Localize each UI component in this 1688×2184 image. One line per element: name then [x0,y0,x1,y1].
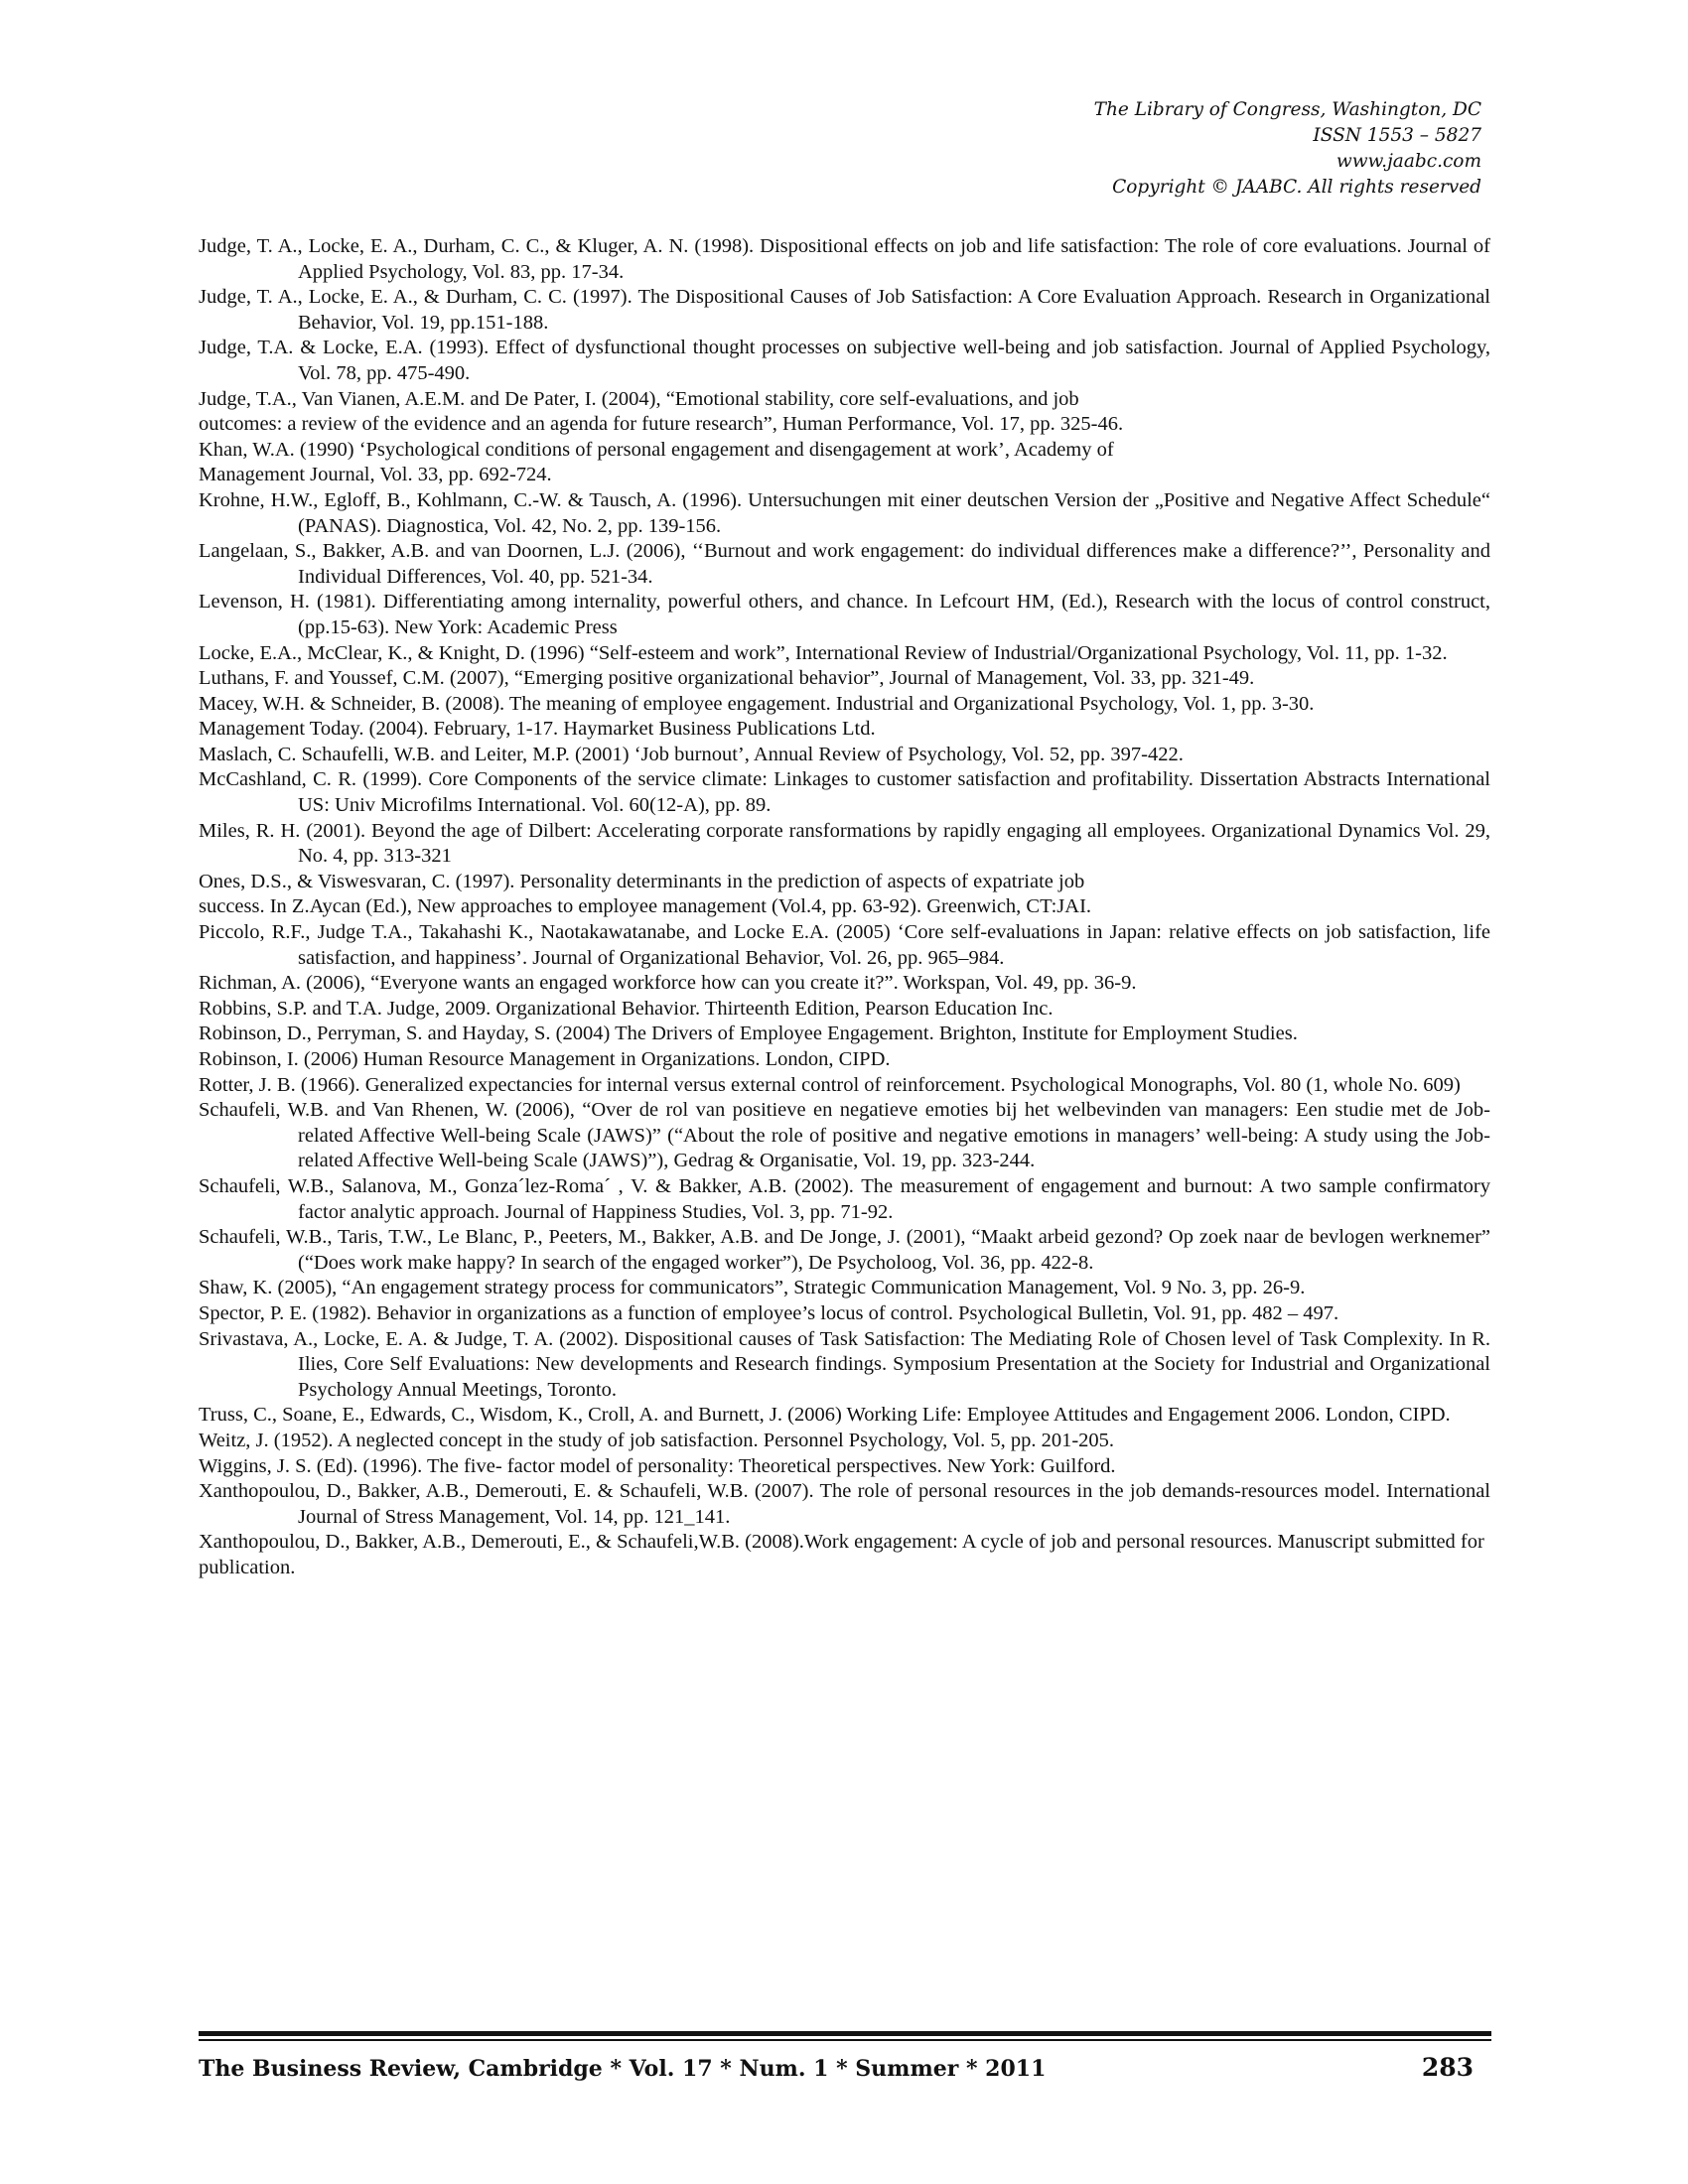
reference-entry: Khan, W.A. (1990) ‘Psychological conditions of personal engagement and disengagement at work’, Academy of [199,438,1114,461]
reference-entry: Robbins, S.P. and T.A. Judge, 2009. Organizational Behavior. Thirteenth Edition, Pearson Education Inc. [199,997,1054,1020]
header-library-line: The Library of Congress, Washington, DC [1093,99,1481,120]
reference-entry: Schaufeli, W.B., Salanova, M., Gonza´lez-Roma´ , V. & Bakker, A.B. (2002). The measurement of engagement and burnout: A two sample confirmatory factor analytic approach. Journal of Happiness Studies, Vol. 3, pp. 71-92. [199,1174,1490,1223]
footer-rule [199,2031,1491,2041]
reference-entry: Judge, T.A., Van Vianen, A.E.M. and De Pater, I. (2004), “Emotional stability, core self-evaluations, and job [199,387,1079,410]
reference-entry: Xanthopoulou, D., Bakker, A.B., Demerouti, E., & Schaufeli,W.B. (2008).Work engagement: A cycle of job and personal resources. Manuscript submitted for publication. [199,1531,1484,1578]
journal-footer [199,2053,1491,2082]
header-issn-line: ISSN 1553 – 5827 [1313,125,1481,146]
reference-entry: Langelaan, S., Bakker, A.B. and van Doornen, L.J. (2006), ‘‘Burnout and work engagement: do individual differences make a difference?’’, Personality and Individual Differences, Vol. 40, pp. 521-34. [199,540,1490,588]
reference-entry: Srivastava, A., Locke, E. A. & Judge, T. A. (2002). Dispositional causes of Task Satisfaction: The Mediating Role of Chosen level of Task Complexity. In R. Ilies, Core Self Evaluations: New developments and Research findings. Symposium Presentation at the Society for Industrial and Organizational Psychology Annual Meetings, Toronto. [199,1327,1490,1401]
reference-entry: Krohne, H.W., Egloff, B., Kohlmann, C.-W. & Tausch, A. (1996). Untersuchungen mit einer deutschen Version der „Positive and Negative Affect Schedule“ (PANAS). Diagnostica, Vol. 42, No. 2, pp. 139-156. [199,488,1490,537]
footer-journal-info: The Business Review, Cambridge * Vol. 17 * Num. 1 * Summer * 2011 [199,2056,1047,2082]
reference-entry: Ones, D.S., & Viswesvaran, C. (1997). Personality determinants in the prediction of aspects of expatriate job [199,870,1085,892]
reference-entry: Management Today. (2004). February, 1-17. Haymarket Business Publications Ltd. [199,718,876,741]
reference-entry: Richman, A. (2006), “Everyone wants an engaged workforce how can you create it?”. Workspan, Vol. 49, pp. 36-9. [199,972,1137,995]
reference-entry: Robinson, D., Perryman, S. and Hayday, S. (2004) The Drivers of Employee Engagement. Brighton, Institute for Employment Studies. [199,1023,1298,1045]
reference-entry: Robinson, I. (2006) Human Resource Management in Organizations. London, CIPD. [199,1048,891,1070]
reference-entry: Judge, T. A., Locke, E. A., & Durham, C. C. (1997). The Dispositional Causes of Job Satisfaction: A Core Evaluation Approach. Research in Organizational Behavior, Vol. 19, pp.151-188. [199,286,1490,334]
header-copyright-line: Copyright © JAABC. All rights reserved [1112,177,1481,198]
reference-entry: Maslach, C. Schaufelli, W.B. and Leiter, M.P. (2001) ‘Job burnout’, Annual Review of Psychology, Vol. 52, pp. 397-422. [199,743,1184,765]
reference-entry: success. In Z.Aycan (Ed.), New approaches to employee management (Vol.4, pp. 63-92). Greenwich, CT:JAI. [199,895,1092,918]
header-website-line: www.jaabc.com [1336,151,1481,172]
reference-entry: Shaw, K. (2005), “An engagement strategy process for communicators”, Strategic Communication Management, Vol. 9 No. 3, pp. 26-9. [199,1277,1306,1299]
journal-header [1094,97,1481,201]
reference-entry: Xanthopoulou, D., Bakker, A.B., Demerouti, E. & Schaufeli, W.B. (2007). The role of personal resources in the job demands-resources model. International Journal of Stress Management, Vol. 14, pp. 121_141. [199,1480,1490,1528]
reference-entry: Management Journal, Vol. 33, pp. 692-724. [199,464,552,486]
reference-entry: Macey, W.H. & Schneider, B. (2008). The meaning of employee engagement. Industrial and Organizational Psychology, Vol. 1, pp. 3-30. [199,692,1315,715]
reference-entry: Luthans, F. and Youssef, C.M. (2007), “Emerging positive organizational behavior”, Journal of Management, Vol. 33, pp. 321-49. [199,667,1255,690]
reference-entry: Schaufeli, W.B., Taris, T.W., Le Blanc, P., Peeters, M., Bakker, A.B. and De Jonge, J. (2001), “Maakt arbeid gezond? Op zoek naar de bevlogen werknemer” (“Does work make happy? In search of the engaged worker”), De Psycholoog, Vol. 36, pp. 422-8. [199,1226,1490,1274]
reference-entry: Wiggins, J. S. (Ed). (1996). The five- factor model of personality: Theoretical perspectives. New York: Guilford. [199,1454,1116,1477]
reference-entry: Locke, E.A., McClear, K., & Knight, D. (1996) “Self-esteem and work”, International Review of Industrial/Organizational Psychology, Vol. 11, pp. 1-32. [199,641,1448,664]
reference-entry: Truss, C., Soane, E., Edwards, C., Wisdom, K., Croll, A. and Burnett, J. (2006) Working Life: Employee Attitudes and Engagement 2006. London, CIPD. [199,1404,1451,1427]
page-number: 283 [1421,2053,1474,2082]
reference-entry: Weitz, J. (1952). A neglected concept in the study of job satisfaction. Personnel Psychology, Vol. 5, pp. 201-205. [199,1429,1115,1451]
reference-entry: Rotter, J. B. (1966). Generalized expectancies for internal versus external control of reinforcement. Psychological Monographs, Vol. 80 (1, whole No. 609) [199,1073,1461,1096]
reference-list [199,234,1490,1580]
reference-entry: Schaufeli, W.B. and Van Rhenen, W. (2006), “Over de rol van positieve en negatieve emoties bij het welbevinden van managers: Een studie met de Job-related Affective Well-being Scale (JAWS)” (“About the role of positive and negative emotions in managers’ well-being: A study using the Job-related Affective Well-being Scale (JAWS)”), Gedrag & Organisatie, Vol. 19, pp. 323-244. [199,1099,1490,1172]
reference-entry: McCashland, C. R. (1999). Core Components of the service climate: Linkages to customer satisfaction and profitability. Dissertation Abstracts International US: Univ Microfilms International. Vol. 60(12-A), pp. 89. [199,768,1490,817]
reference-entry: Piccolo, R.F., Judge T.A., Takahashi K., Naotakawatanabe, and Locke E.A. (2005) ‘Core self-evaluations in Japan: relative effects on job satisfaction, life satisfaction, and happiness’. Journal of Organizational Behavior, Vol. 26, pp. 965–984. [199,921,1490,969]
reference-entry: Judge, T.A. & Locke, E.A. (1993). Effect of dysfunctional thought processes on subjective well-being and job satisfaction. Journal of Applied Psychology, Vol. 78, pp. 475-490. [199,337,1490,384]
reference-entry: Levenson, H. (1981). Differentiating among internality, powerful others, and chance. In Lefcourt HM, (Ed.), Research with the locus of control construct, (pp.15-63). New York: Academic Press [199,591,1490,638]
reference-entry: outcomes: a review of the evidence and an agenda for future research”, Human Performance, Vol. 17, pp. 325-46. [199,413,1124,436]
reference-entry: Spector, P. E. (1982). Behavior in organizations as a function of employee’s locus of control. Psychological Bulletin, Vol. 91, pp. 482 – 497. [199,1301,1339,1324]
reference-entry: Miles, R. H. (2001). Beyond the age of Dilbert: Accelerating corporate ransformations by rapidly engaging all employees. Organizational Dynamics Vol. 29, No. 4, pp. 313-321 [199,819,1490,868]
reference-entry: Judge, T. A., Locke, E. A., Durham, C. C., & Kluger, A. N. (1998). Dispositional effects on job and life satisfaction: The role of core evaluations. Journal of Applied Psychology, Vol. 83, pp. 17-34. [199,235,1490,283]
